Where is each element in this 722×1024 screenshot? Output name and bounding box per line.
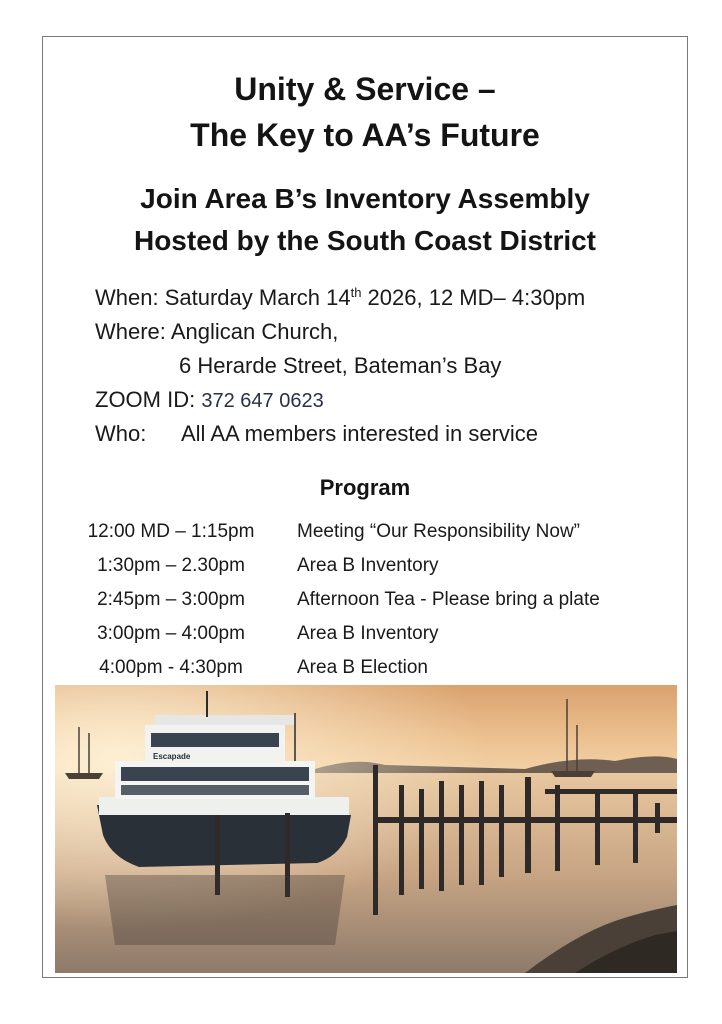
when-time: 2026, 12 MD– 4:30pm (361, 285, 586, 310)
harbour-boat-photo (55, 685, 677, 973)
when-line (95, 283, 585, 313)
harbour-scene-illustration (55, 685, 677, 973)
when-date-suffix: th (350, 285, 362, 300)
program-heading: Program (319, 475, 411, 500)
flyer-title-line-1: Unity & Service – (234, 71, 496, 107)
who-value: All AA members interested in service (181, 421, 539, 446)
program-row (43, 549, 687, 583)
where-venue: Anglican Church, (170, 319, 339, 344)
program-time: 3:00pm – 4:00pm (97, 623, 245, 644)
program-time: 4:00pm - 4:30pm (99, 657, 243, 678)
program-item: Afternoon Tea - Please bring a plate (297, 589, 600, 610)
program-item: Area B Election (297, 657, 428, 678)
program-time: 1:30pm – 2.30pm (97, 555, 245, 576)
program-row (43, 617, 687, 651)
when-label: When: (95, 285, 159, 310)
zoom-line (95, 385, 324, 416)
boat-reflection (105, 875, 345, 945)
program-row (43, 583, 687, 617)
where-line (95, 317, 338, 347)
program-time: 2:45pm – 3:00pm (97, 589, 245, 610)
who-label: Who: (95, 421, 147, 446)
flyer-title-line-2: The Key to AA’s Future (190, 117, 540, 153)
boat-name: Escapade (153, 752, 191, 761)
program-row (43, 515, 687, 549)
program-item: Area B Inventory (297, 555, 439, 576)
program-item: Meeting “Our Responsibility Now” (297, 521, 580, 542)
flyer-subtitle-line-1: Join Area B’s Inventory Assembly (140, 183, 590, 214)
flyer-subtitle-line-2: Hosted by the South Coast District (133, 225, 597, 256)
program-item: Area B Inventory (297, 623, 439, 644)
program-row (43, 651, 687, 685)
who-line (95, 419, 538, 449)
where-address: 6 Herarde Street, Bateman’s Bay (179, 353, 502, 378)
when-date: Saturday March 14 (164, 285, 351, 310)
program-time: 12:00 MD – 1:15pm (87, 521, 255, 542)
where-label: Where: (95, 319, 166, 344)
flyer-page (42, 36, 688, 978)
zoom-id: 372 647 0623 (201, 390, 324, 412)
zoom-label: ZOOM ID: (95, 387, 196, 412)
